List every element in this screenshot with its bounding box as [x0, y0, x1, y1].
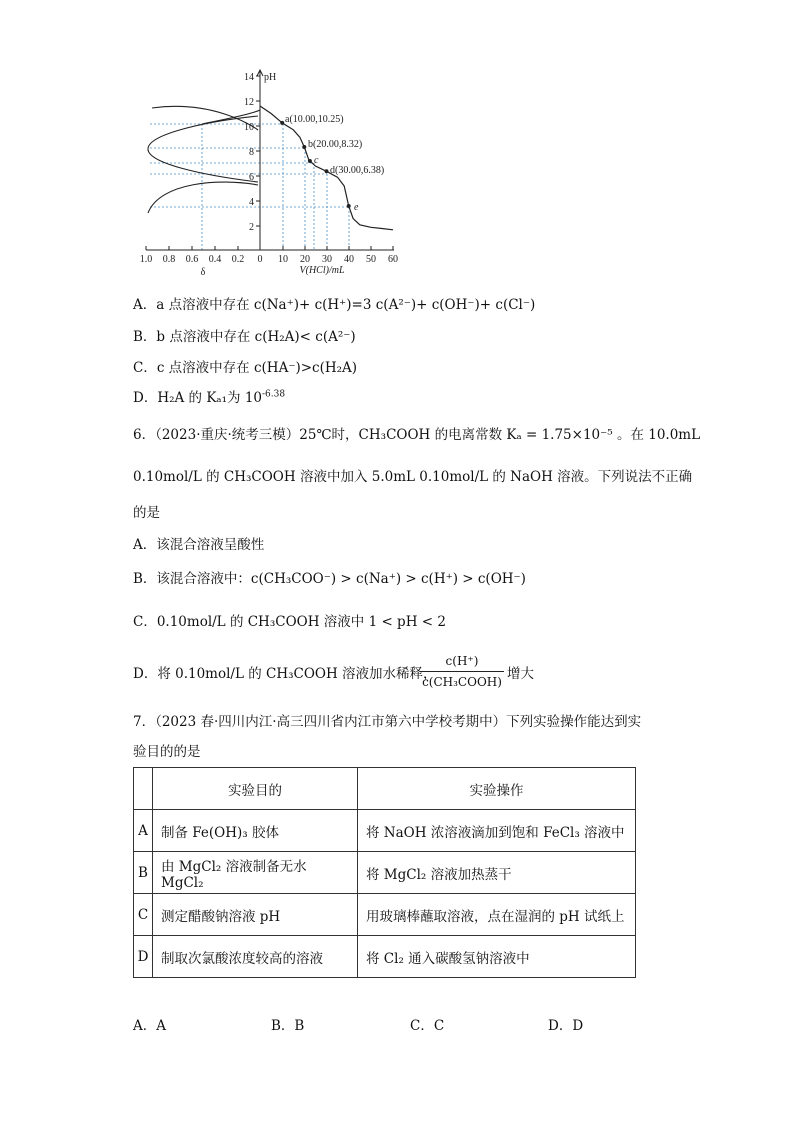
ph-tick-12: 12: [244, 97, 254, 108]
point-c-marker: [308, 159, 312, 163]
ph-tick-4: 4: [249, 197, 254, 208]
point-e-marker: [347, 204, 351, 208]
ph-tick-14: 14: [244, 72, 254, 83]
point-d-marker: [325, 169, 329, 173]
table-cell: 将 Cl₂ 通入碳酸氢钠溶液中: [358, 936, 636, 978]
delta-axis-label: δ: [200, 267, 206, 278]
table-header-cell: [134, 768, 153, 810]
q7-answer-b: B．B: [271, 1018, 305, 1034]
table-cell: 用玻璃棒蘸取溶液，点在湿润的 pH 试纸上: [358, 894, 636, 936]
v-tick: 50: [366, 254, 376, 265]
v-tick: 40: [344, 254, 354, 265]
ph-axis-label: pH: [264, 72, 277, 83]
point-b-label: b(20.00,8.32): [308, 139, 363, 150]
q6-stem-line3: 的是: [133, 505, 160, 521]
table-cell: 将 NaOH 浓溶液滴加到饱和 FeCl₃ 溶液中: [358, 810, 636, 852]
q5-option-a: A．a 点溶液中存在 c(Na⁺)+ c(H⁺)=3 c(A²⁻)+ c(OH⁻)+ c(Cl⁻): [133, 297, 536, 313]
ph-tick-10: 10: [244, 122, 254, 133]
delta-tick: 1.0: [139, 254, 153, 265]
table-cell: 将 MgCl₂ 溶液加热蒸干: [358, 852, 636, 894]
fraction-bar: [420, 671, 504, 672]
ph-tick-8: 8: [249, 147, 254, 158]
q7-stem-line2: 验目的的是: [133, 744, 201, 760]
point-d-label: d(30.00,6.38): [330, 165, 385, 176]
q5-option-d-text: D．H₂A 的 Kₐ₁为 10: [133, 390, 263, 406]
table-cell: B: [134, 852, 153, 894]
table-cell: C: [134, 894, 153, 936]
v-tick: 60: [388, 254, 398, 265]
q7-answer-c: C．C: [410, 1018, 445, 1034]
table-cell: 制取次氯酸浓度较高的溶液: [153, 936, 358, 978]
table-cell: A: [134, 810, 153, 852]
table-cell: 制备 Fe(OH)₃ 胶体: [153, 810, 358, 852]
table-header-cell: 实验目的: [153, 768, 358, 810]
point-a-label: a(10.00,10.25): [285, 114, 344, 125]
q6-option-d: D．将 0.10mol/L 的 CH₃COOH 溶液加水稀释，: [133, 666, 437, 682]
ph-tick-6: 6: [249, 172, 254, 183]
table-row: [134, 810, 636, 852]
titration-chart: [130, 60, 420, 285]
q5-option-d-exponent: -6.38: [262, 389, 286, 400]
q5-option-b: B．b 点溶液中存在 c(H₂A)< c(A²⁻): [133, 329, 356, 345]
origin-tick: 0: [257, 254, 263, 265]
q7-answer-d: D．D: [548, 1018, 584, 1034]
point-c-label: c: [314, 155, 319, 166]
fraction-denominator: c(CH₃COOH): [422, 675, 502, 689]
table-header-row: [134, 768, 636, 810]
ph-tick-2: 2: [249, 222, 254, 233]
q6-stem-line1: 6．（2023·重庆·统考三模）25℃时，CH₃COOH 的电离常数 Kₐ = 1.75×10⁻⁵ 。在 10.0mL: [133, 427, 701, 443]
q6-option-d-tail: 增大: [507, 666, 534, 682]
q5-option-d: [133, 388, 285, 408]
v-tick: 30: [322, 254, 332, 265]
table-cell: 由 MgCl₂ 溶液制备无水 MgCl₂: [153, 852, 358, 894]
ph-ticks: [256, 76, 260, 226]
table-header-cell: 实验操作: [358, 768, 636, 810]
q7-answer-a: A．A: [133, 1018, 166, 1034]
q6-option-c: C．0.10mol/L 的 CH₃COOH 溶液中 1 < pH < 2: [133, 614, 446, 630]
delta-tick: 0.2: [231, 254, 245, 265]
fraction-numerator: c(H⁺): [445, 654, 479, 668]
q6-option-d-fraction: [420, 652, 504, 691]
experiment-table: [133, 767, 636, 978]
point-b-marker: [302, 145, 306, 149]
table-cell: 测定醋酸钠溶液 pH: [153, 894, 358, 936]
delta-tick: 0.6: [185, 254, 199, 265]
q6-option-a: A．该混合溶液呈酸性: [133, 537, 265, 553]
x-ticks: [146, 246, 393, 250]
table-row: [134, 936, 636, 978]
table-row: [134, 894, 636, 936]
q7-stem-line1: 7．（2023 春·四川内江·高三四川省内江市第六中学校考期中）下列实验操作能达到实: [133, 714, 642, 730]
delta-tick: 0.8: [162, 254, 176, 265]
q5-option-c: C．c 点溶液中存在 c(HA⁻)>c(H₂A): [133, 360, 358, 376]
v-axis-label: V(HCl)/mL: [299, 265, 345, 276]
q6-stem-line2: 0.10mol/L 的 CH₃COOH 溶液中加入 5.0mL 0.10mol/L 的 NaOH 溶液。下列说法不正确: [133, 469, 693, 485]
table-cell: D: [134, 936, 153, 978]
v-tick: 10: [278, 254, 288, 265]
v-tick: 20: [300, 254, 310, 265]
point-e-label: e: [354, 202, 359, 213]
delta-tick: 0.4: [208, 254, 222, 265]
q6-option-b: B．该混合溶液中：c(CH₃COO⁻) > c(Na⁺) > c(H⁺) > c(OH⁻): [133, 571, 526, 587]
table-row: [134, 852, 636, 894]
point-a-marker: [280, 121, 284, 125]
